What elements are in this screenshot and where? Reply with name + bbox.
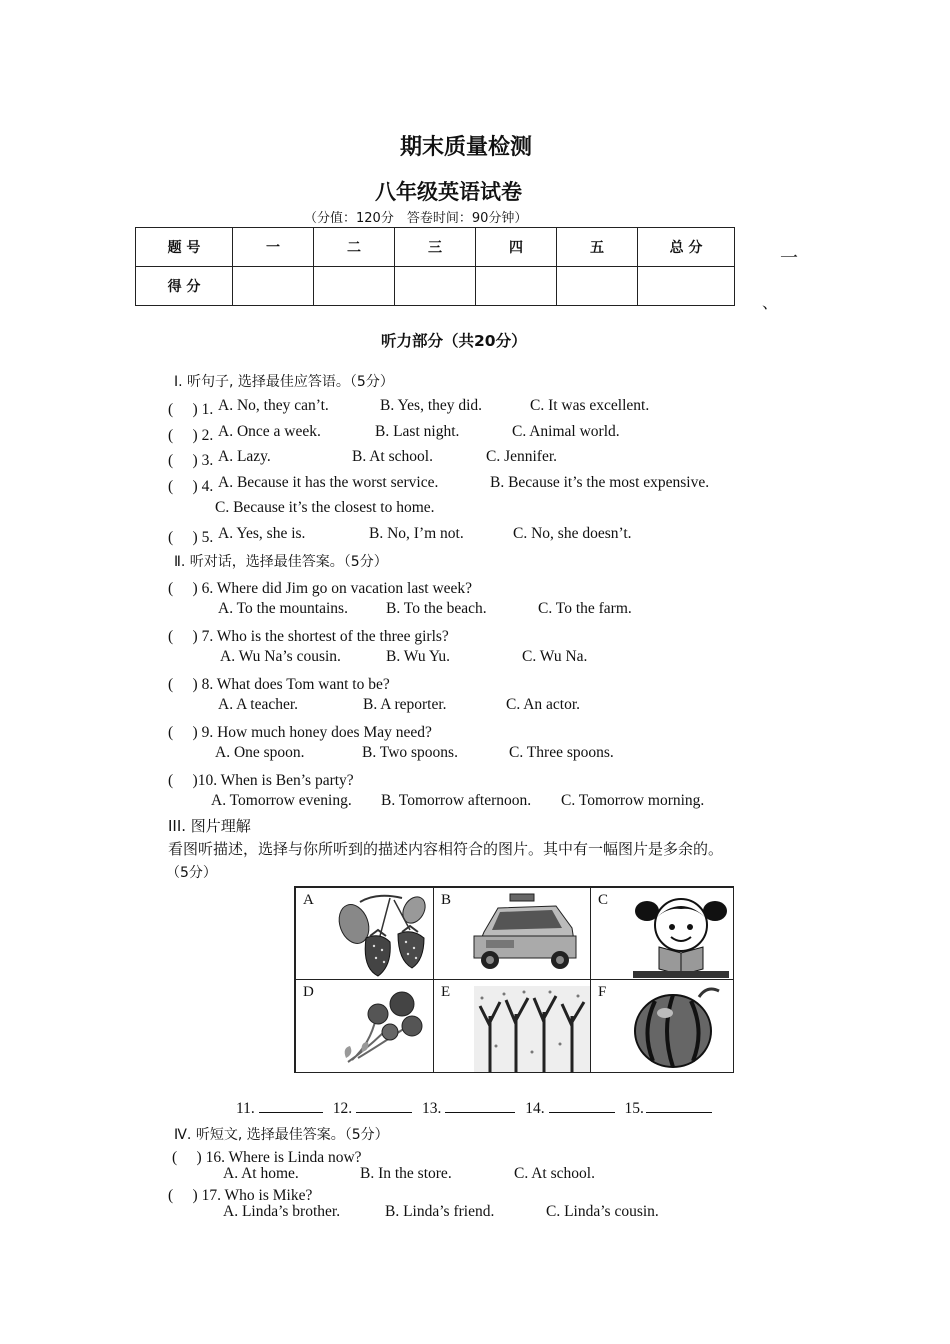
question: ( )10. When is Ben’s party?	[168, 772, 354, 789]
option-b: B. In the store.	[360, 1165, 452, 1182]
answer-blanks	[236, 1098, 712, 1118]
girl-reading-icon	[629, 889, 733, 979]
picture-f	[590, 979, 734, 1073]
option-c: C. An actor.	[506, 696, 581, 713]
picture-label: A	[303, 892, 314, 908]
option-c: C. Tomorrow morning.	[561, 792, 705, 809]
option-b: B. Last night.	[375, 423, 460, 440]
margin-mark: 一	[780, 248, 798, 269]
part3-points: （5分）	[166, 865, 217, 881]
trees-icon	[474, 986, 590, 1072]
score-cell[interactable]	[395, 267, 476, 306]
score-table-header-row	[136, 228, 735, 267]
answer-blank[interactable]	[259, 1098, 323, 1113]
picture-label: B	[441, 892, 452, 908]
score-table	[135, 227, 735, 306]
question: ( ) 7. Who is the shortest of the three girls?	[168, 628, 449, 645]
question-number: ( ) 3.	[168, 452, 214, 469]
score-row-label: 得 分	[136, 267, 233, 306]
option-c: C. Animal world.	[512, 423, 620, 440]
part2-heading: Ⅱ. 听对话，选择最佳答案。（5分）	[174, 554, 388, 570]
question-number: ( ) 5.	[168, 529, 214, 546]
option-a: A. Because it has the worst service.	[218, 474, 439, 491]
option-b: B. Yes, they did.	[380, 397, 483, 414]
answer-blank[interactable]	[646, 1098, 712, 1113]
option-a: A. Linda’s brother.	[223, 1203, 341, 1220]
picture-c	[590, 887, 734, 980]
header-cell: 总 分	[638, 228, 735, 267]
picture-grid	[294, 886, 734, 1073]
question-number: ( ) 2.	[168, 427, 214, 444]
answer-blank[interactable]	[445, 1098, 515, 1113]
option-b: B. A reporter.	[363, 696, 447, 713]
option-a: A. No, they can’t.	[218, 397, 329, 414]
question: ( ) 8. What does Tom want to be?	[168, 676, 390, 693]
score-cell[interactable]	[314, 267, 395, 306]
option-c: C. No, she doesn’t.	[513, 525, 632, 542]
margin-mark: 、	[762, 293, 779, 312]
listening-title: 听力部分（共20分）	[381, 332, 527, 350]
option-a: A. To the mountains.	[218, 600, 348, 617]
part1-heading: Ⅰ. 听句子, 选择最佳应答语。（5分）	[174, 374, 394, 390]
picture-label: E	[441, 984, 451, 1000]
question-number: ( ) 4.	[168, 478, 214, 495]
page-title: 期末质量检测	[400, 135, 533, 160]
picture-label: C	[598, 892, 609, 908]
blank-label: 11.	[236, 1100, 255, 1117]
header-cell: 五	[557, 228, 638, 267]
watermelon-icon	[631, 983, 721, 1071]
option-c: C. To the farm.	[538, 600, 632, 617]
option-a: A. Lazy.	[218, 448, 271, 465]
option-a: A. A teacher.	[218, 696, 299, 713]
blank-label: 13.	[421, 1100, 442, 1117]
option-a: A. Yes, she is.	[218, 525, 306, 542]
picture-b	[433, 887, 591, 980]
picture-a	[295, 887, 434, 980]
part3-instruction: 看图听描述，选择与你所听到的描述内容相符合的图片。其中有一幅图片是多余的。	[168, 840, 724, 858]
question: ( ) 6. Where did Jim go on vacation last week?	[168, 580, 473, 597]
score-cell[interactable]	[476, 267, 557, 306]
option-b: B. At school.	[352, 448, 433, 465]
option-c: C. Wu Na.	[522, 648, 588, 665]
option-c: C. At school.	[514, 1165, 595, 1182]
option-b: B. No, I’m not.	[369, 525, 464, 542]
picture-label: F	[598, 984, 607, 1000]
option-b: B. Tomorrow afternoon.	[381, 792, 532, 809]
question: ( ) 17. Who is Mike?	[168, 1187, 313, 1204]
taxi-icon	[464, 892, 584, 978]
option-c: C. Because it’s the closest to home.	[215, 499, 435, 516]
option-a: A. Wu Na’s cousin.	[220, 648, 341, 665]
picture-label: D	[303, 984, 314, 1000]
option-c: C. Linda’s cousin.	[546, 1203, 659, 1220]
page-subtitle: 八年级英语试卷	[375, 179, 522, 204]
option-c: C. It was excellent.	[530, 397, 650, 414]
answer-blank[interactable]	[356, 1098, 412, 1113]
blank-label: 15.	[624, 1100, 644, 1117]
header-cell: 题 号	[136, 228, 233, 267]
header-cell: 四	[476, 228, 557, 267]
exam-info: （分值：120分 答卷时间：90分钟）	[304, 211, 528, 226]
header-cell: 二	[314, 228, 395, 267]
score-cell[interactable]	[233, 267, 314, 306]
blank-label: 14.	[525, 1100, 545, 1117]
part3-heading: III. 图片理解	[168, 817, 251, 835]
picture-e	[433, 979, 591, 1073]
score-table-score-row	[136, 267, 735, 306]
option-b: B. Two spoons.	[362, 744, 458, 761]
score-cell[interactable]	[557, 267, 638, 306]
option-b: B. To the beach.	[386, 600, 487, 617]
option-c: C. Three spoons.	[509, 744, 614, 761]
option-b: B. Because it’s the most expensive.	[490, 474, 710, 491]
option-a: A. One spoon.	[215, 744, 305, 761]
option-a: A. At home.	[223, 1165, 299, 1182]
picture-d	[295, 979, 434, 1073]
option-b: B. Linda’s friend.	[385, 1203, 495, 1220]
score-cell[interactable]	[638, 267, 735, 306]
option-a: A. Tomorrow evening.	[211, 792, 352, 809]
flowers-icon	[338, 988, 428, 1068]
answer-blank[interactable]	[549, 1098, 615, 1113]
question: ( ) 16. Where is Linda now?	[172, 1149, 362, 1166]
strawberry-icon	[332, 888, 432, 980]
part4-heading: Ⅳ. 听短文, 选择最佳答案。（5分）	[174, 1127, 389, 1143]
blank-label: 12.	[332, 1100, 353, 1117]
option-b: B. Wu Yu.	[386, 648, 450, 665]
header-cell: 三	[395, 228, 476, 267]
header-cell: 一	[233, 228, 314, 267]
option-a: A. Once a week.	[218, 423, 321, 440]
question-number: ( ) 1.	[168, 401, 214, 418]
question: ( ) 9. How much honey does May need?	[168, 724, 432, 741]
option-c: C. Jennifer.	[486, 448, 558, 465]
